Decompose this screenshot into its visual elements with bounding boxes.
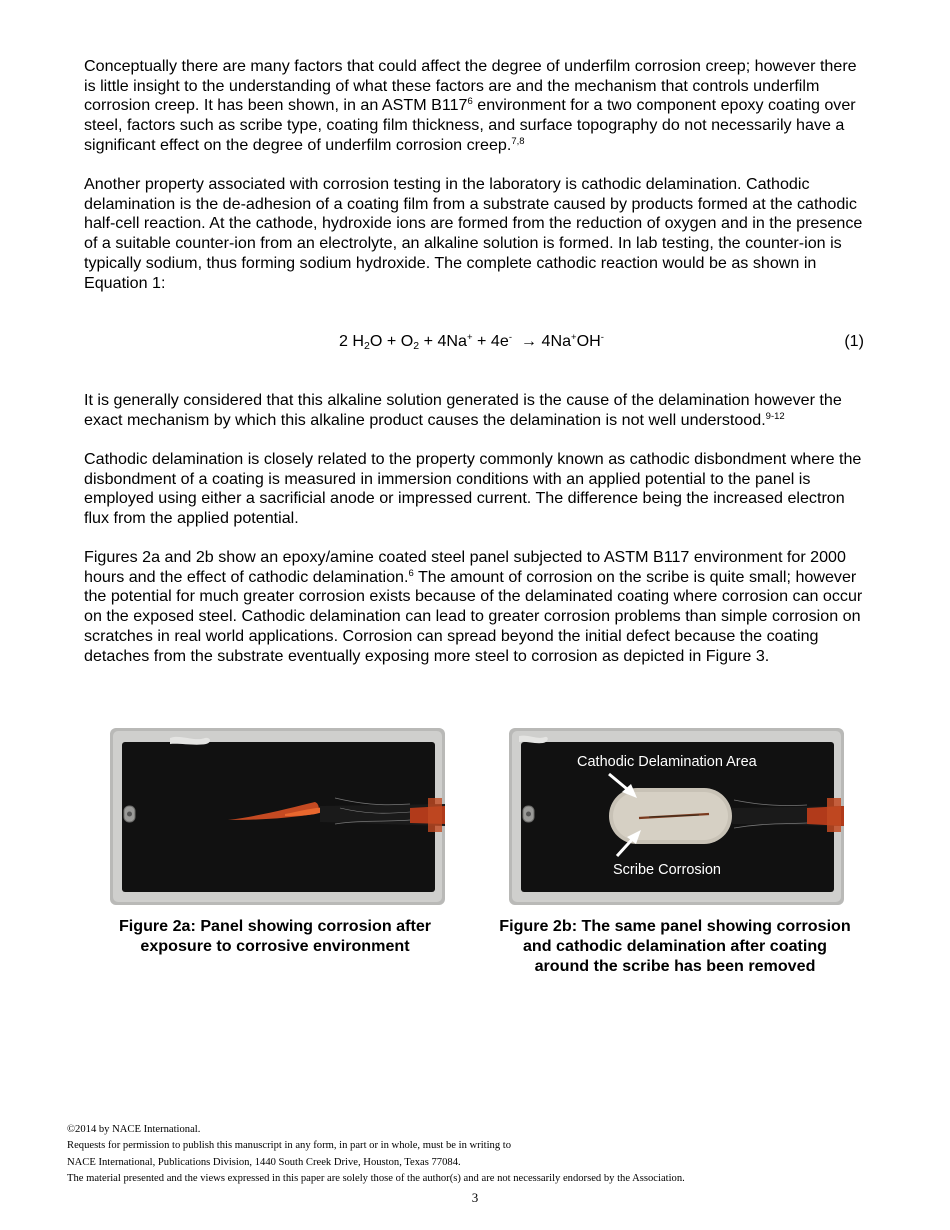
paragraph-underfilm-creep [84,57,870,156]
paragraph-figures-description [84,548,870,666]
footer-permission: Requests for permission to publish this manuscript in any form, in part or in whole, must be in writing to [67,1140,512,1152]
figure-2b-caption [474,916,876,976]
paragraph-text: Conceptually there are many factors that could affect the degree of underfilm corrosion creep; however there is little insight to the understanding of what these factors are and the mechanism that controls underfilm corrosion creep. It has been shown, in an ASTM B117 [84,57,857,115]
eq-subscript: 2 [364,340,370,352]
figure-2a-image [110,728,445,905]
eq-superscript: - [600,332,604,343]
paragraph-text: Figures 2a and 2b show an epoxy/amine coated steel panel subjected to ASTM B117 environment for 2000 hours and the effect of cathodic delamination. [84,548,846,586]
eq-part: O + O [369,332,414,350]
citation-superscript: 6 [408,567,414,579]
footer-disclaimer: The material presented and the views expressed in this paper are solely those of the author(s) and are not necessarily endorsed by the Association. [67,1173,685,1185]
eq-part: 4Na [541,332,572,350]
eq-part: + 4Na [419,332,467,350]
caption-line: Figure 2b: The same panel showing corrosion [499,917,851,935]
label-cathodic-delamination-area: Cathodic Delamination Area [577,754,757,770]
paragraph-alkaline-solution [84,391,870,430]
caption-line: around the scribe has been removed [534,957,816,975]
eq-subscript: 2 [413,340,420,352]
caption-line: and cathodic delamination after coating [522,937,828,955]
footer-copyright: ©2014 by NACE International. [67,1124,201,1135]
citation-superscript: 9-12 [765,410,785,422]
equation-number: (1) [844,332,864,350]
copyright-footer [67,1122,887,1188]
figure-2a-caption [95,916,455,956]
citation-superscript: 7,8 [511,135,525,147]
figure-2b-image [509,728,844,905]
eq-arrow: → [511,332,542,350]
eq-superscript: + [467,332,473,343]
paragraph-cathodic-delamination: Another property associated with corrosion testing in the laboratory is cathodic delamination. Cathodic delamination is the de-adhesion of a coating film from a substrate caused by products formed at the cathodic half-cell reaction. At the cathode, hydroxide ions are formed from the reduction of oxygen and in the presence of a suitable counter-ion from an electrolyte, an alkaline solution is formed. In lab testing, the counter-ion is typically sodium, thus forming sodium hydroxide. The complete cathodic reaction would be as shown in Equation 1: [84,175,863,292]
equation-body [339,331,604,351]
page-number: 3 [471,1190,479,1205]
eq-superscript: - [508,332,512,343]
footer-address: NACE International, Publications Division, 1440 South Creek Drive, Houston, Texas 77084. [67,1156,461,1168]
paragraph-cathodic-disbondment: Cathodic delamination is closely related to the property commonly known as cathodic disbondment where the disbondment of a coating is measured in immersion conditions with an applied potential to the panel is employed using either a sacrificial anode or impressed current. The difference being the increased electron flux from the applied potential. [84,450,862,528]
eq-part: + 4e [472,332,509,350]
caption-line: Figure 2a: Panel showing corrosion after [118,917,432,935]
paragraph-text: It is generally considered that this alkaline solution generated is the cause of the delamination however the exact mechanism by which this alkaline product causes the delamination is not well understood. [84,391,842,429]
eq-superscript: + [571,332,577,343]
eq-part: OH [576,332,601,350]
caption-line: exposure to corrosive environment [140,937,410,955]
paragraph-text: The amount of corrosion on the scribe is quite small; however the potential for much greater corrosion exists because of the delaminated coating where corrosion can occur on the exposed steel. Cathodic delamination can lead to greater corrosion problems than simple corrosion on scratches in real world applications. Corrosion can spread beyond the initial defect because the coating detaches from the substrate eventually exposing more steel to corrosion as depicted in Figure 3. [84,567,863,665]
eq-part: 2 H [339,332,365,350]
label-scribe-corrosion: Scribe Corrosion [613,862,721,878]
paragraph-text: environment for a two component epoxy coating over steel, factors such as scribe type, coating film thickness, and surface topography do not necessarily have a significant effect on the degree of underfilm corrosion creep. [84,96,856,154]
citation-superscript: 6 [467,96,473,108]
